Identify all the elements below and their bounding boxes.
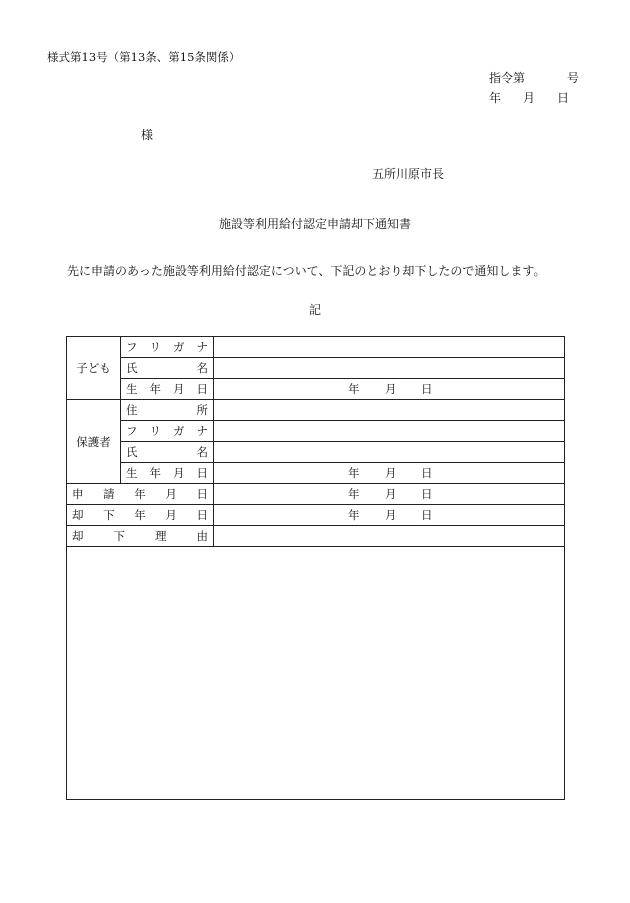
date-month-unit: 月: [385, 508, 397, 522]
label-char: 生: [126, 382, 138, 396]
guardian-birthdate-field[interactable]: [214, 463, 565, 484]
rejection-date-field[interactable]: [214, 505, 565, 526]
label-char: 下: [103, 508, 115, 522]
date-month-unit: 月: [385, 487, 397, 501]
rejection-reason-field[interactable]: [67, 547, 565, 800]
label-char: リ: [149, 340, 161, 354]
date-year-unit: 年: [348, 487, 360, 501]
child-birthdate-label: [121, 379, 214, 400]
label-char: 月: [173, 466, 185, 480]
label-char: ガ: [173, 340, 185, 354]
label-char: 年: [134, 487, 146, 501]
label-char: 却: [72, 508, 84, 522]
rejection-date-label: [67, 505, 214, 526]
issuer-name: 五所川原市長: [372, 167, 445, 181]
date-year-unit: 年: [348, 382, 360, 396]
table-row: [67, 463, 565, 484]
label-char: 日: [196, 466, 208, 480]
guardian-address-label: [121, 400, 214, 421]
label-char: 住: [126, 403, 138, 417]
date-month-unit: 月: [385, 382, 397, 396]
table-row: [67, 505, 565, 526]
date-day-unit: 日: [421, 487, 433, 501]
guardian-name-field[interactable]: [214, 442, 565, 463]
date-month-unit: 月: [385, 466, 397, 480]
label-char: フ: [126, 340, 138, 354]
table-row: [67, 379, 565, 400]
table-row: [67, 442, 565, 463]
table-row: [67, 421, 565, 442]
label-char: リ: [149, 424, 161, 438]
label-char: 名: [196, 361, 208, 375]
label-char: 年: [149, 382, 161, 396]
child-name-field[interactable]: [214, 358, 565, 379]
application-date-label: [67, 484, 214, 505]
label-char: 日: [196, 487, 208, 501]
table-row: [67, 358, 565, 379]
guardian-birthdate-label: [121, 463, 214, 484]
notice-date-year: 年: [489, 91, 502, 105]
label-char: 生: [126, 466, 138, 480]
label-char: 日: [196, 508, 208, 522]
child-name-label: [121, 358, 214, 379]
label-char: 月: [173, 382, 185, 396]
guardian-name-label: [121, 442, 214, 463]
body-text: 先に申請のあった施設等利用給付認定について、下記のとおり却下したので通知します。: [67, 264, 546, 278]
label-char: 理: [155, 529, 167, 543]
notice-date-day: 日: [557, 91, 570, 105]
date-year-unit: 年: [348, 508, 360, 522]
guardian-furigana-label: [121, 421, 214, 442]
label-char: 申: [72, 487, 84, 501]
label-char: 却: [72, 529, 84, 543]
document-title: 施設等利用給付認定申請却下通知書: [218, 217, 411, 231]
label-char: 由: [196, 529, 208, 543]
label-char: 氏: [126, 445, 138, 459]
recipient-honorific: 様: [141, 128, 154, 142]
child-group-label: 子ども: [67, 337, 121, 400]
rejection-reason-header-field[interactable]: [214, 526, 565, 547]
label-char: 年: [149, 466, 161, 480]
guardian-group-label: 保護者: [67, 400, 121, 484]
label-char: 年: [134, 508, 146, 522]
table-row: [67, 526, 565, 547]
guardian-furigana-field[interactable]: [214, 421, 565, 442]
ki-heading: 記: [308, 303, 321, 317]
table-row: [67, 400, 565, 421]
notice-date-month: 月: [523, 91, 536, 105]
label-char: 日: [196, 382, 208, 396]
notice-date: [489, 89, 569, 106]
date-day-unit: 日: [421, 382, 433, 396]
table-row: [67, 547, 565, 800]
table-row: [67, 337, 565, 358]
label-char: 所: [196, 403, 208, 417]
label-char: 下: [113, 529, 125, 543]
notice-number-suffix: 号: [567, 71, 580, 85]
table-row: [67, 484, 565, 505]
label-char: 月: [165, 508, 177, 522]
label-char: 月: [165, 487, 177, 501]
form-number: 様式第13号（第13条、第15条関係）: [47, 50, 241, 64]
child-furigana-label: [121, 337, 214, 358]
label-char: 請: [103, 487, 115, 501]
child-furigana-field[interactable]: [214, 337, 565, 358]
date-day-unit: 日: [421, 508, 433, 522]
label-char: 名: [196, 445, 208, 459]
date-year-unit: 年: [348, 466, 360, 480]
notice-table: [66, 336, 565, 800]
notice-number-prefix: 指令第: [489, 71, 526, 85]
child-birthdate-field[interactable]: [214, 379, 565, 400]
label-char: 氏: [126, 361, 138, 375]
label-char: ナ: [196, 340, 208, 354]
application-date-field[interactable]: [214, 484, 565, 505]
notice-number: [489, 69, 579, 86]
label-char: ナ: [196, 424, 208, 438]
date-day-unit: 日: [421, 466, 433, 480]
label-char: フ: [126, 424, 138, 438]
label-char: ガ: [173, 424, 185, 438]
rejection-reason-label: [67, 526, 214, 547]
guardian-address-field[interactable]: [214, 400, 565, 421]
